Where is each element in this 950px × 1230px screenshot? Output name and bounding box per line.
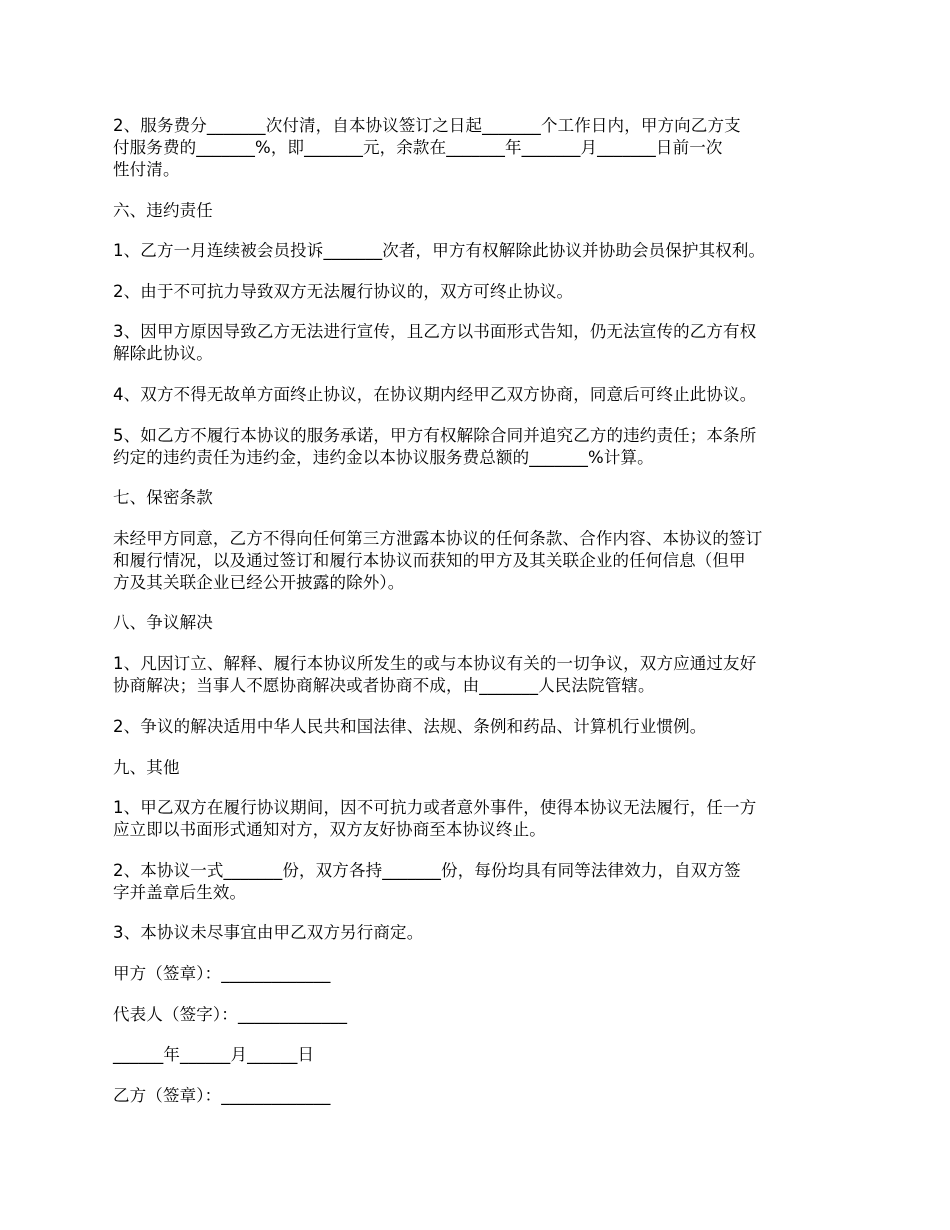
signature-party-a: 甲方（签章）：_____________ <box>113 964 331 983</box>
text-line: 解除此协议。 <box>113 344 213 363</box>
text-line: 方及其关联企业已经公开披露的除外）。 <box>113 573 405 592</box>
text-line: 2、争议的解决适用中华人民共和国法律、法规、条例和药品、计算机行业惯例。 <box>113 717 707 736</box>
text-line: 性付清。 <box>113 160 180 179</box>
signature-representative: 代表人（签字）：_____________ <box>113 1005 348 1024</box>
text-line: 1、凡因订立、解释、履行本协议所发生的或与本协议有关的一切争议，双方应通过友好 <box>113 654 757 673</box>
text-line: 字并盖章后生效。 <box>113 883 247 902</box>
signature-party-b: 乙方（签章）：_____________ <box>113 1086 331 1105</box>
text-line: 5、如乙方不履行本协议的服务承诺，甲方有权解除合同并追究乙方的违约责任；本条所 <box>113 426 757 445</box>
text-line: 1、乙方一月连续被会员投诉_______次者，甲方有权解除此协议并协助会员保护其权利。 <box>113 241 766 260</box>
section-heading: 七、保密条款 <box>113 488 213 507</box>
text-line: 3、本协议未尽事宜由甲乙双方另行商定。 <box>113 923 424 942</box>
text-line: 2、本协议一式_______份，双方各持_______份，每份均具有同等法律效力，自双方签 <box>113 861 741 880</box>
text-line: 2、服务费分_______次付清，自本协议签订之日起_______个工作日内，甲方向乙方支 <box>113 116 741 135</box>
text-line: 约定的违约责任为违约金，违约金以本协议服务费总额的_______%计算。 <box>113 448 654 467</box>
text-line: 付服务费的_______%，即_______元，余款在_______年_______月_______日前一次 <box>113 138 723 157</box>
signature-date: ______年______月______日 <box>113 1045 315 1064</box>
text-line: 应立即以书面形式通知对方，双方友好协商至本协议终止。 <box>113 820 546 839</box>
text-line: 1、甲乙双方在履行协议期间，因不可抗力或者意外事件，使得本协议无法履行，任一方 <box>113 798 757 817</box>
text-line: 3、因甲方原因导致乙方无法进行宣传，且乙方以书面形式告知，仍无法宣传的乙方有权 <box>113 322 757 341</box>
text-line: 2、由于不可抗力导致双方无法履行协议的，双方可终止协议。 <box>113 282 574 301</box>
section-heading: 八、争议解决 <box>113 613 213 632</box>
text-line: 4、双方不得无故单方面终止协议，在协议期内经甲乙双方协商，同意后可终止此协议。 <box>113 385 757 404</box>
text-line: 和履行情况，以及通过签订和履行本协议而获知的甲方及其关联企业的任何信息（但甲 <box>113 551 746 570</box>
section-heading: 九、其他 <box>113 758 180 777</box>
section-heading: 六、违约责任 <box>113 201 213 220</box>
text-line: 未经甲方同意，乙方不得向任何第三方泄露本协议的任何条款、合作内容、本协议的签订 <box>113 529 763 548</box>
text-line: 协商解决；当事人不愿协商解决或者协商不成，由_______人民法院管辖。 <box>113 676 655 695</box>
